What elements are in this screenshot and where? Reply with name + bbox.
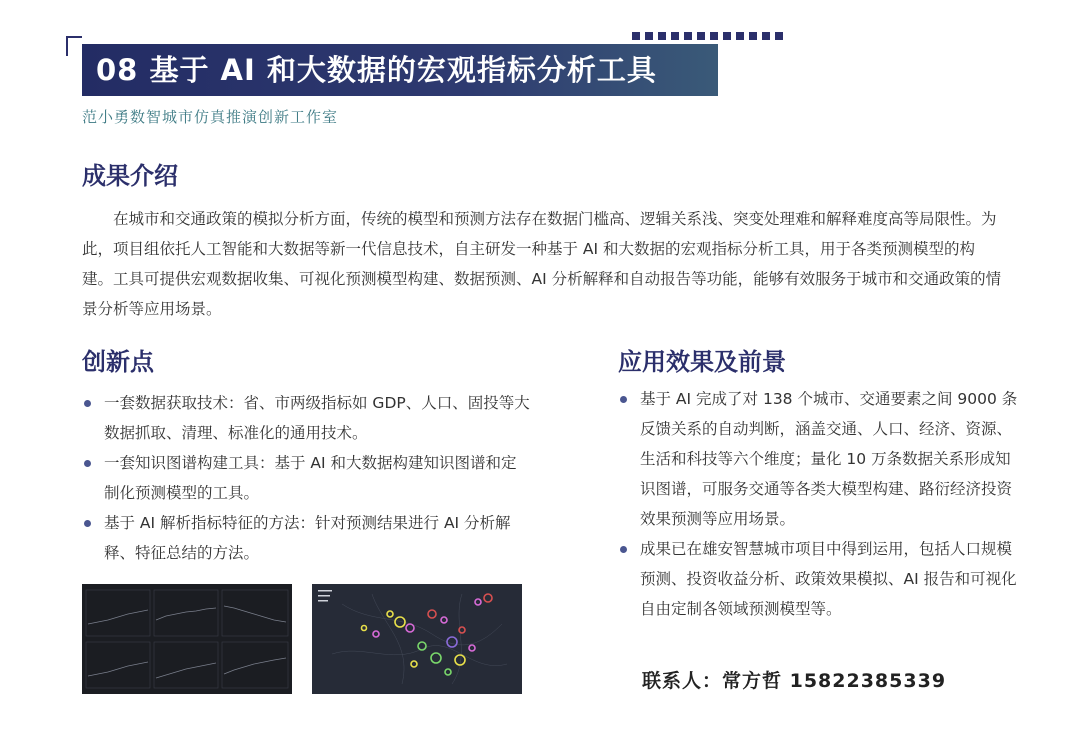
- knowledge-graph-image: [312, 584, 522, 694]
- intro-paragraph: 在城市和交通政策的模拟分析方面，传统的模型和预测方法存在数据门槛高、逻辑关系浅、突变处理难和解释难度高等局限性。为此，项目组依托人工智能和大数据等新一代信息技术，自主研发一种基于 AI 和大数据的宏观指标分析工具，用于各类预测模型的构建。工具可提供宏观数据收集、可视化预测模型构建、数据预测、AI 分析解释和自动报告等功能，能够有效服务于城市和交通政策的情景分析等应用场景。: [82, 210, 1002, 318]
- list-item: 成果已在雄安智慧城市项目中得到运用，包括人口规模预测、投资收益分析、政策效果模拟、AI 报告和可视化自由定制各领域预测模型等。: [618, 534, 1018, 624]
- application-list: [618, 384, 1018, 624]
- dashboard-charts-image: [82, 584, 292, 694]
- contact-info: 联系人：常方哲 15822385339: [642, 670, 947, 692]
- application-heading: 应用效果及前景: [618, 348, 786, 376]
- innovation-list: [82, 388, 532, 568]
- page-title: 08 基于 AI 和大数据的宏观指标分析工具: [96, 53, 657, 87]
- dots-decoration: [632, 32, 783, 40]
- bullet-icon: [620, 396, 627, 403]
- title-banner: [82, 44, 718, 96]
- list-item: 基于 AI 完成了对 138 个城市、交通要素之间 9000 条反馈关系的自动判断，涵盖交通、人口、经济、资源、生活和科技等六个维度；量化 10 万条数据关系形成知识图谱，可服务交通等各类大模型构建、路衍经济投资效果预测等应用场景。: [618, 384, 1018, 534]
- corner-bracket-decoration: [66, 36, 82, 56]
- list-item: 一套知识图谱构建工具：基于 AI 和大数据构建知识图谱和定制化预测模型的工具。: [82, 448, 532, 508]
- list-item: 基于 AI 解析指标特征的方法：针对预测结果进行 AI 分析解释、特征总结的方法。: [82, 508, 532, 568]
- bullet-icon: [84, 400, 91, 407]
- bullet-icon: [84, 520, 91, 527]
- intro-heading: 成果介绍: [82, 162, 178, 190]
- innovation-heading: 创新点: [82, 348, 154, 376]
- studio-subtitle: 范小勇数智城市仿真推演创新工作室: [82, 108, 339, 126]
- list-item: 一套数据获取技术：省、市两级指标如 GDP、人口、固投等大数据抓取、清理、标准化的通用技术。: [82, 388, 532, 448]
- bullet-icon: [620, 546, 627, 553]
- dashboard-screenshot: [82, 584, 292, 694]
- bullet-icon: [84, 460, 91, 467]
- knowledge-graph-screenshot: [312, 584, 522, 694]
